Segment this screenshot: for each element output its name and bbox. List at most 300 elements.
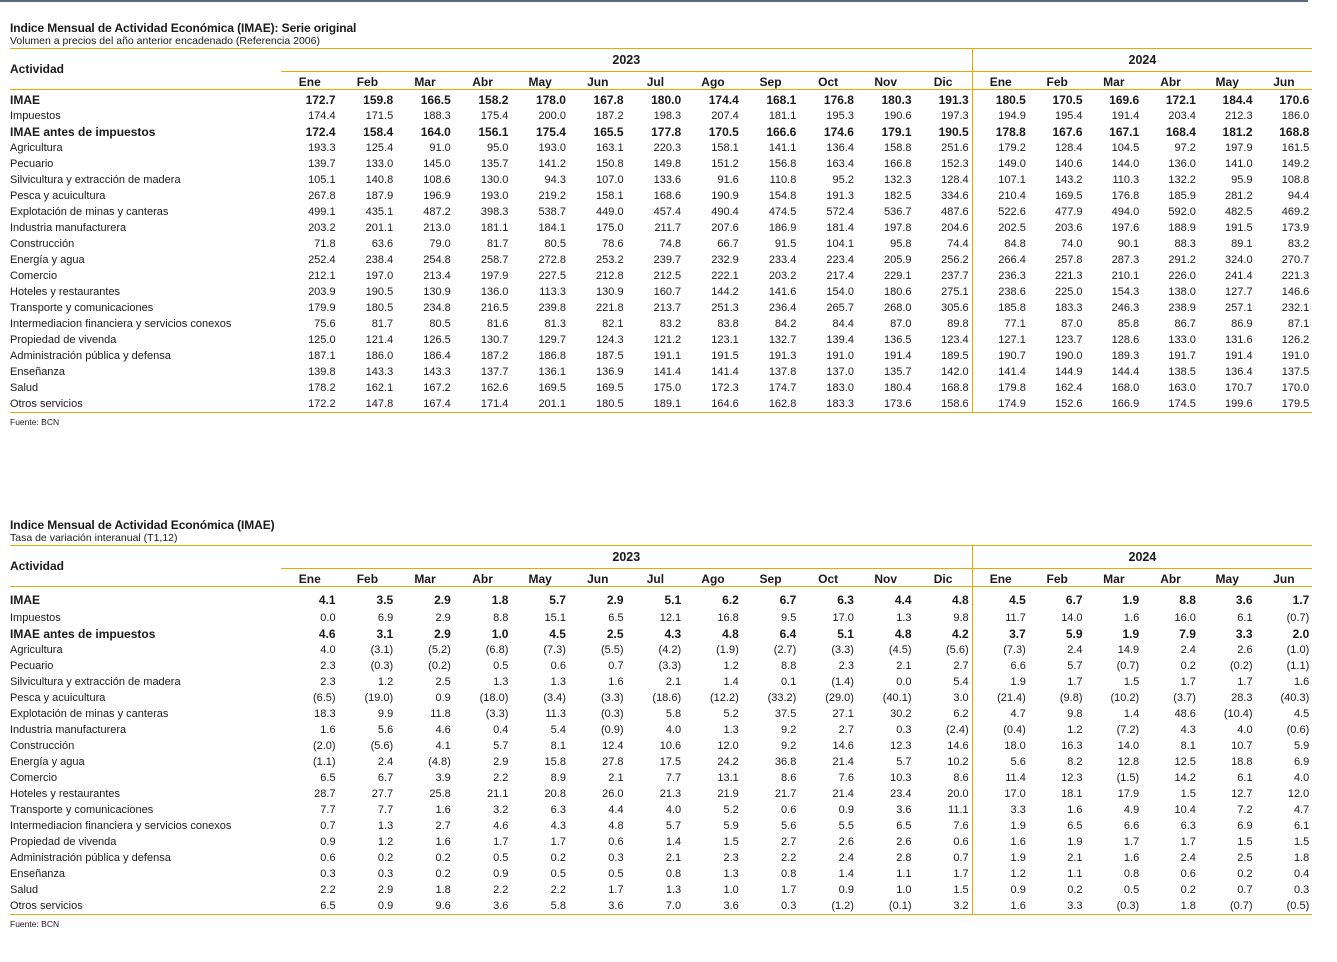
table-cell: 217.4 (826, 270, 854, 282)
table-cell: 154.8 (768, 190, 797, 202)
table-cell: 180.5 (569, 396, 627, 413)
row-label: IMAE antes de impuestos (10, 125, 156, 139)
table-cell: 193.0 (480, 190, 509, 202)
table-cell: 137.5 (1281, 366, 1310, 378)
table-cell: 174.7 (768, 382, 797, 394)
table-cell: (29.0) (825, 692, 854, 704)
table-cell: 1.2 (1010, 868, 1026, 880)
row-label: Construcción (10, 740, 75, 752)
month-header: Oct (799, 569, 857, 587)
table-cell: 8.2 (1067, 756, 1083, 768)
table-cell: 130.0 (480, 174, 509, 186)
table-cell: 12.4 (602, 740, 624, 752)
table-cell: (3.3) (600, 692, 624, 704)
table-cell: 175.4 (480, 110, 509, 122)
table-cell: 130.7 (480, 334, 509, 346)
row-label: Propiedad de vivenda (10, 334, 117, 346)
table-cell: 162.6 (480, 382, 509, 394)
table-cell: 2.0 (1292, 627, 1310, 641)
table-cell: 28.3 (1231, 692, 1253, 704)
table-cell: 2.2 (550, 884, 566, 896)
table-row (10, 754, 1312, 770)
table-cell: 133.0 (1168, 334, 1196, 346)
table-cell: 79.0 (429, 238, 451, 250)
table-cell: 1.7 (1180, 676, 1196, 688)
table-cell: 83.2 (1287, 238, 1310, 250)
row-label: Enseñanza (10, 868, 66, 880)
table-cell: 181.1 (480, 222, 509, 234)
table-cell: 12.8 (1117, 756, 1140, 768)
table-cell: 6.5 (1067, 820, 1083, 832)
table-cell: 223.4 (826, 254, 854, 266)
table-cell: 6.2 (915, 706, 973, 722)
table-cell: 190.5 (915, 124, 973, 140)
table-cell: 4.1 (318, 592, 336, 607)
table-cell: 172.4 (305, 125, 336, 139)
month-header: Dic (915, 72, 973, 90)
table-cell: 4.5 (1009, 592, 1026, 607)
month-header: Jul (627, 72, 685, 90)
table-cell: 8.8 (493, 612, 509, 624)
table-cell: 239.8 (538, 302, 566, 314)
table-cell: 251.3 (711, 302, 739, 314)
table-cell: 1.6 (1010, 836, 1026, 848)
table-row (10, 204, 1312, 220)
table-cell: 184.4 (1222, 93, 1253, 107)
month-header: Ene (972, 569, 1029, 587)
source-note: Fuente: BCN (10, 919, 60, 929)
table-cell: 257.1 (1225, 302, 1253, 314)
table-cell: 141.4 (998, 366, 1026, 378)
month-header: Jun (569, 72, 627, 90)
table-cell: 191.5 (1225, 222, 1253, 234)
table-cell: 0.0 (320, 612, 336, 624)
table-cell: 190.0 (1054, 350, 1083, 362)
year-header-2024: 2024 (972, 49, 1312, 72)
table-cell: 125.0 (308, 334, 336, 346)
table-cell: 136.4 (1225, 366, 1253, 378)
month-header: Ago (684, 569, 742, 587)
table-cell: 167.4 (396, 396, 454, 413)
table-cell: 2.2 (320, 884, 336, 896)
table-cell: 74.0 (1061, 238, 1083, 250)
table-cell: 2.2 (493, 772, 509, 784)
table-cell: 12.0 (1287, 788, 1310, 800)
table-cell: 80.5 (544, 238, 566, 250)
table-cell: 1.7 (493, 836, 509, 848)
table-cell: 18.3 (314, 708, 336, 720)
table-cell: 95.9 (1231, 174, 1253, 186)
table-cell: 5.7 (1067, 660, 1083, 672)
table-cell: 174.4 (708, 93, 739, 107)
table-cell: 183.3 (1054, 302, 1083, 314)
table-cell: 1.7 (1123, 836, 1140, 848)
table-cell: 12.5 (1174, 756, 1196, 768)
row-label: Energía y agua (10, 756, 85, 768)
table-cell: 482.5 (1225, 206, 1253, 218)
table-cell: 144.9 (1054, 366, 1083, 378)
table-body (10, 90, 1312, 413)
table-cell: (33.2) (767, 692, 797, 704)
table-cell: 149.8 (653, 158, 682, 170)
month-header: Feb (1029, 569, 1086, 587)
table-cell: 14.9 (1117, 644, 1140, 656)
table-cell: 1.5 (1180, 788, 1196, 800)
table-cell: 477.9 (1054, 206, 1083, 218)
table-cell: 4.6 (435, 724, 451, 736)
table-cell: 179.9 (308, 302, 336, 314)
table-cell: (40.3) (1280, 692, 1310, 704)
table-cell: 1.3 (493, 676, 509, 688)
table-row (10, 690, 1312, 706)
table-cell: (7.3) (1003, 644, 1026, 656)
table-cell: 226.0 (1168, 270, 1196, 282)
table-cell: (1.1) (312, 756, 336, 768)
table-cell: (10.4) (1223, 708, 1253, 720)
month-header: Sep (742, 72, 800, 90)
table-cell: 89.1 (1231, 238, 1253, 250)
table-cell: 266.4 (998, 254, 1026, 266)
table-cell: 272.8 (538, 254, 566, 266)
table-cell: 0.0 (896, 676, 912, 688)
year-header-2023: 2023 (281, 49, 972, 72)
table-cell: 4.3 (1180, 724, 1196, 736)
table-cell: 3.2 (915, 898, 973, 915)
table-cell: 592.0 (1168, 206, 1196, 218)
table-row (10, 236, 1312, 252)
row-label: IMAE (10, 592, 40, 607)
table-cell: 1.6 (608, 676, 624, 688)
table-cell: 222.1 (711, 270, 739, 282)
table-cell: 144.4 (1111, 366, 1140, 378)
table-cell: 1.6 (435, 804, 451, 816)
table-cell: 203.2 (768, 270, 797, 282)
table-cell: 305.6 (915, 300, 973, 316)
table-cell: 212.1 (308, 270, 336, 282)
table-cell: 191.5 (711, 350, 739, 362)
table-cell: 1.7 (1237, 676, 1253, 688)
table-cell: 13.1 (717, 772, 739, 784)
table-cell: 2.6 (896, 836, 912, 848)
table-cell: 1.9 (1122, 592, 1140, 607)
table-cell: (2.4) (915, 722, 973, 738)
row-label: Pesca y acuicultura (10, 190, 106, 202)
table-cell: 5.2 (723, 708, 739, 720)
table-cell: 1.3 (665, 884, 682, 896)
table-cell: 3.5 (376, 592, 394, 607)
table-cell: 195.3 (826, 110, 854, 122)
table-cell: 197.9 (480, 270, 509, 282)
table-cell: 133.6 (653, 174, 682, 186)
table-cell: 4.0 (1293, 772, 1310, 784)
table-cell: 2.6 (838, 836, 854, 848)
table-cell: 0.6 (1180, 868, 1196, 880)
table-cell: 9.9 (377, 708, 394, 720)
table-cell: 166.5 (420, 93, 451, 107)
table-cell: 5.1 (837, 627, 854, 641)
table-row (10, 674, 1312, 690)
table-cell: (1.4) (831, 676, 854, 688)
table-cell: 147.8 (339, 396, 397, 413)
table-cell: 258.7 (480, 254, 509, 266)
table-cell: 136.4 (826, 142, 854, 154)
table-cell: 1.7 (1067, 676, 1083, 688)
table-cell: 175.0 (596, 222, 624, 234)
table-cell: 2.4 (1067, 644, 1083, 656)
table-cell: 37.5 (774, 708, 797, 720)
table-cell: 3.3 (1235, 627, 1253, 641)
data-table (10, 48, 1312, 413)
table-cell: 162.1 (365, 382, 394, 394)
table-cell: 162.8 (742, 396, 800, 413)
table-cell: 238.6 (998, 286, 1026, 298)
table-cell: 1.4 (838, 868, 854, 880)
table-cell: 193.3 (308, 142, 336, 154)
table-cell: (0.7) (1286, 612, 1310, 624)
table-cell: 1.2 (723, 660, 739, 672)
month-header: Oct (799, 72, 857, 90)
table-cell: (0.2) (1229, 660, 1253, 672)
table-cell: 108.6 (423, 174, 451, 186)
table-cell: 2.3 (320, 660, 336, 672)
table-cell: 181.1 (768, 110, 797, 122)
table-cell: 5.2 (723, 804, 739, 816)
table-cell: 86.9 (1231, 318, 1253, 330)
table-cell: 143.3 (423, 366, 451, 378)
table-cell: 0.2 (377, 852, 394, 864)
table-cell: 499.1 (308, 206, 336, 218)
table-cell: (1.0) (1286, 644, 1310, 656)
table-cell: 197.3 (915, 108, 973, 124)
table-cell: 187.1 (308, 350, 336, 362)
table-cell: 229.1 (884, 270, 912, 282)
table-cell: 6.6 (1010, 660, 1026, 672)
table-cell: 182.5 (884, 190, 912, 202)
table-row (10, 188, 1312, 204)
table-cell: 170.7 (1225, 382, 1253, 394)
table-cell: 191.0 (1281, 350, 1310, 362)
table-cell: 2.6 (1237, 644, 1253, 656)
table-cell: 3.6 (1235, 592, 1253, 607)
table-cell: 9.2 (781, 724, 797, 736)
table-cell: 87.0 (1061, 318, 1083, 330)
table-cell: (12.2) (710, 692, 739, 704)
month-header: Feb (1029, 72, 1086, 90)
table-cell: 227.5 (538, 270, 566, 282)
table-cell: 1.9 (1010, 820, 1026, 832)
table-row (10, 818, 1312, 834)
table-cell: 166.9 (1086, 396, 1143, 413)
table-cell: 197.6 (1111, 222, 1140, 234)
table-cell: 137.7 (480, 366, 509, 378)
table-cell: 20.0 (915, 786, 973, 802)
table-cell: 6.1 (1237, 772, 1253, 784)
table-cell: 536.7 (884, 206, 912, 218)
table-cell: 12.1 (659, 612, 682, 624)
table-cell: 152.3 (915, 156, 973, 172)
table-cell: 175.4 (535, 125, 566, 139)
table-subtitle: Volumen a precios del año anterior encadenado (Referencia 2006) (10, 35, 320, 47)
activity-column-header: Actividad (10, 546, 281, 587)
table-cell: 0.8 (1123, 868, 1140, 880)
table-cell: 0.9 (320, 836, 336, 848)
table-cell: 5.6 (1010, 756, 1026, 768)
table-cell: 179.8 (998, 382, 1026, 394)
row-label: Agricultura (10, 644, 63, 656)
table-cell: 4.3 (550, 820, 566, 832)
table-cell: 233.4 (768, 254, 797, 266)
table-cell: 21.3 (659, 788, 682, 800)
table-cell: 144.2 (711, 286, 739, 298)
table-cell: 2.5 (1237, 852, 1253, 864)
table-cell: 140.6 (1054, 158, 1083, 170)
table-cell: 0.6 (781, 804, 797, 816)
row-label: Transporte y comunicaciones (10, 804, 154, 816)
table-cell: 10.3 (890, 772, 912, 784)
table-cell: 83.2 (659, 318, 682, 330)
table-cell: 121.4 (365, 334, 394, 346)
table-cell: 4.0 (1237, 724, 1253, 736)
table-cell: 140.8 (365, 174, 394, 186)
table-cell: 10.2 (915, 754, 973, 770)
table-cell: 324.0 (1225, 254, 1253, 266)
table-cell: 204.6 (915, 220, 973, 236)
table-cell: 11.4 (1005, 772, 1026, 784)
month-header: Mar (396, 569, 454, 587)
table-cell: 179.2 (998, 142, 1026, 154)
table-row (10, 332, 1312, 348)
table-row (10, 220, 1312, 236)
table-cell: 28.7 (314, 788, 336, 800)
table-cell: 10.7 (1231, 740, 1253, 752)
table-cell: 145.0 (423, 158, 451, 170)
table-cell: 158.4 (363, 125, 394, 139)
table-cell: (1.5) (1116, 772, 1140, 784)
table-cell: 166.8 (884, 158, 912, 170)
table-cell: 3.6 (569, 898, 627, 915)
table-cell: (0.2) (428, 660, 451, 672)
table-cell: (0.4) (1003, 724, 1026, 736)
table-cell: 164.0 (420, 125, 451, 139)
table-cell: 7.2 (1237, 804, 1253, 816)
month-header: Ene (281, 72, 339, 90)
table-cell: 213.4 (423, 270, 451, 282)
table-cell: 84.2 (774, 318, 797, 330)
table-cell: 198.3 (653, 110, 682, 122)
table-cell: 18.0 (1004, 740, 1026, 752)
table-cell: 15.1 (544, 612, 566, 624)
table-cell: 11.1 (915, 802, 973, 818)
table-cell: 0.1 (781, 676, 797, 688)
table-cell: 36.8 (774, 756, 797, 768)
table-cell: 1.0 (491, 627, 509, 641)
month-header: Dic (915, 569, 973, 587)
table-cell: 4.5 (549, 627, 566, 641)
row-label: Intermediacion financiera y servicios conexos (10, 318, 232, 330)
table-cell: 0.2 (1237, 868, 1253, 880)
table-cell: (1.1) (1286, 660, 1310, 672)
table-cell: 191.3 (826, 190, 854, 202)
data-table (10, 545, 1312, 915)
row-label: Industria manufacturera (10, 222, 127, 234)
table-cell: 7.7 (377, 804, 394, 816)
table-cell: (1.9) (716, 644, 739, 656)
table-row (10, 587, 1312, 611)
table-cell: 236.3 (998, 270, 1026, 282)
table-cell: 232.9 (711, 254, 739, 266)
row-label: Hoteles y restaurantes (10, 286, 121, 298)
table-cell: 1.6 (1123, 612, 1140, 624)
activity-column-header: Actividad (10, 49, 281, 90)
table-cell: 167.6 (1052, 125, 1083, 139)
table-cell: 4.6 (318, 627, 336, 641)
table-cell: 180.4 (884, 382, 912, 394)
table-cell: 191.4 (1225, 350, 1253, 362)
table-cell: 189.5 (915, 348, 973, 364)
table-cell: 138.0 (1168, 286, 1196, 298)
table-cell: 172.1 (1165, 93, 1196, 107)
table-cell: 161.5 (1281, 142, 1310, 154)
table-cell: 232.1 (1281, 302, 1310, 314)
table-cell: 435.1 (365, 206, 394, 218)
table-cell: 158.1 (711, 142, 739, 154)
table-cell: (0.1) (857, 898, 915, 915)
row-label: Hoteles y restaurantes (10, 788, 121, 800)
table-cell: 17.0 (1004, 788, 1026, 800)
table-cell: 254.8 (423, 254, 451, 266)
table-cell: 4.3 (664, 627, 682, 641)
table-cell: 91.5 (774, 238, 797, 250)
table-cell: (40.1) (882, 692, 912, 704)
month-header: Sep (742, 569, 800, 587)
table-cell: 130.9 (596, 286, 624, 298)
year-header-2023: 2023 (281, 546, 972, 569)
row-label: Administración pública y defensa (10, 350, 171, 362)
table-cell: 84.4 (832, 318, 854, 330)
table-cell: 8.6 (915, 770, 973, 786)
table-cell: 3.6 (684, 898, 742, 915)
table-cell: 6.5 (281, 898, 339, 915)
table-cell: 2.1 (665, 676, 682, 688)
table-cell: 234.8 (423, 302, 451, 314)
table-cell: 24.2 (717, 756, 739, 768)
table-cell: 0.2 (1067, 884, 1083, 896)
table-cell: 108.8 (1281, 174, 1310, 186)
table-cell: 221.3 (1281, 270, 1310, 282)
table-cell: 81.7 (371, 318, 394, 330)
table-cell: 5.8 (665, 708, 682, 720)
month-header: Abr (454, 72, 512, 90)
table-cell: 136.9 (596, 366, 624, 378)
table-cell: 125.4 (365, 142, 394, 154)
table-cell: 4.5 (1293, 708, 1310, 720)
table-cell: 184.1 (538, 222, 566, 234)
table-cell: 173.9 (1281, 222, 1310, 234)
month-header: Mar (1086, 569, 1143, 587)
table-cell: 469.2 (1281, 206, 1310, 218)
table-cell: 126.5 (423, 334, 451, 346)
table-cell: 129.7 (538, 334, 566, 346)
table-cell: 142.0 (915, 364, 973, 380)
row-label: Salud (10, 884, 39, 896)
table-cell: 0.2 (435, 852, 451, 864)
table-cell: 150.8 (596, 158, 624, 170)
table-cell: 1.9 (1067, 836, 1083, 848)
table-cell: 398.3 (480, 206, 509, 218)
table-cell: 538.7 (538, 206, 566, 218)
table-cell: 25.8 (429, 788, 451, 800)
table-cell: 9.5 (781, 612, 797, 624)
